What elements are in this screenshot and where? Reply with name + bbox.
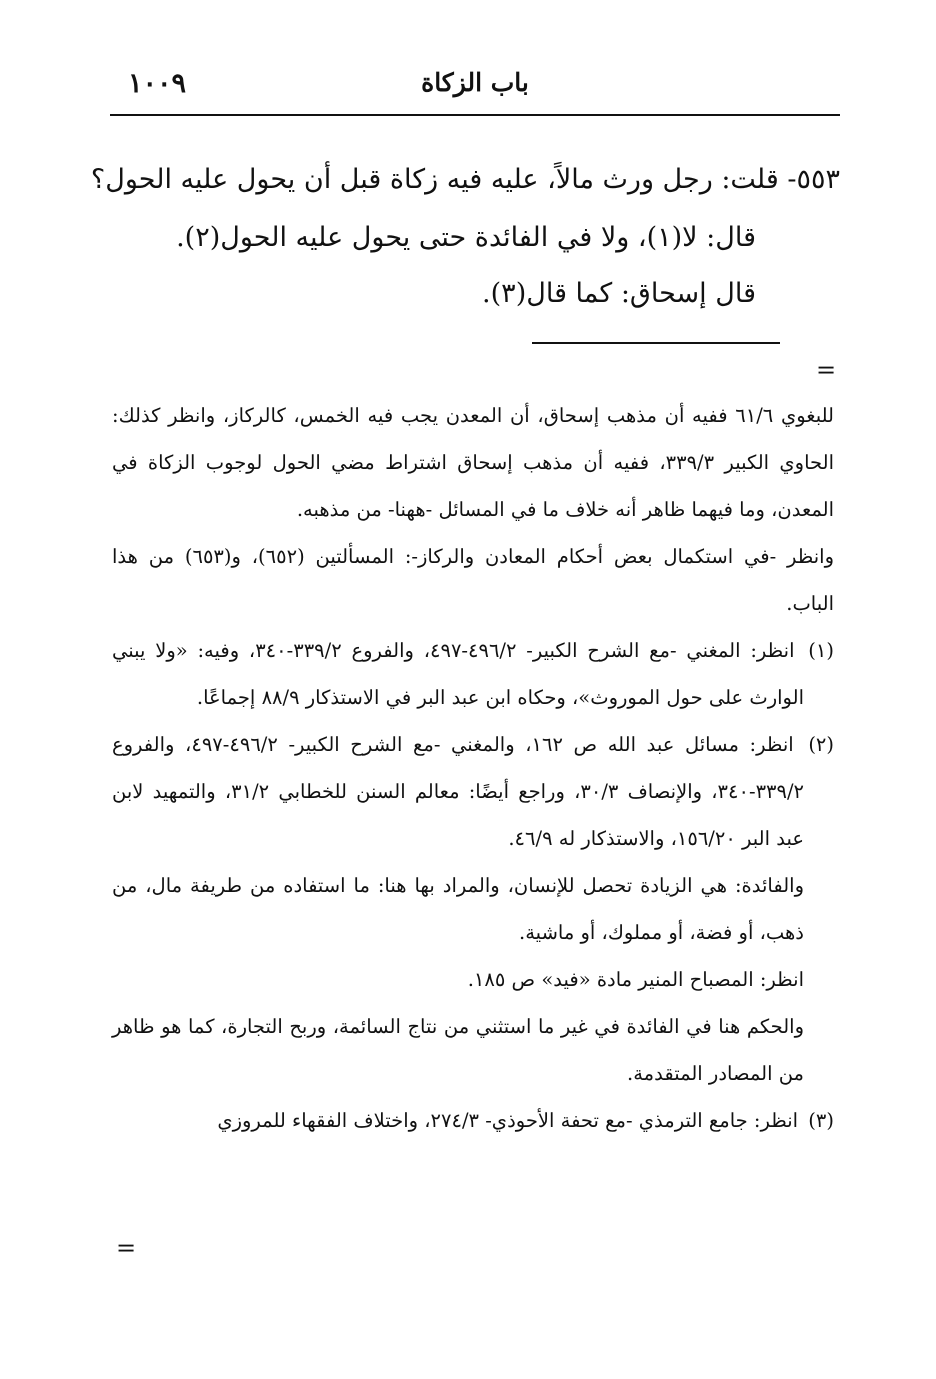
footnote-3-number: (٣): [808, 1109, 834, 1132]
footnote-divider: [532, 342, 780, 344]
footnote-1-number: (١): [808, 639, 834, 662]
ishaq-answer-text: قال إسحاق: كما قال(٣).: [482, 278, 756, 309]
footnotes-section: [112, 392, 834, 1144]
page-header: [110, 60, 840, 116]
page-number: ١٠٠٩: [128, 68, 187, 99]
header-divider: [110, 114, 840, 116]
continuation-mark-bottom: =: [116, 1234, 137, 1262]
footnote-2: [112, 721, 834, 862]
footnote-2-paragraph-3: انظر: المصباح المنير مادة «فيد» ص ١٨٥.: [467, 968, 804, 991]
footnote-2-paragraph-4: والحكم هنا في الفائدة في غير ما استثني من نتاج السائمة، وربح التجارة، كما هو ظاهر من المصادر المتقدمة.: [112, 1015, 804, 1085]
footnote-1-text: انظر: المغني -مع الشرح الكبير- ٤٩٦/٢-٤٩٧، والفروع ٣٣٩/٢-٣٤٠، وفيه: «ولا يبني الوارث على حول الموروث»، وحكاه ابن عبد البر في الاستذكار ٨٨/٩ إجماعًا.: [112, 639, 804, 709]
footnote-3-text: انظر: جامع الترمذي -مع تحفة الأحوذي- ٢٧٤/٣، واختلاف الفقهاء للمروزي: [217, 1109, 799, 1132]
continuation-mark-top: =: [816, 356, 837, 384]
footnote-3: [112, 1097, 834, 1144]
footnote-2-number: (٢): [808, 733, 835, 756]
footnote-1: [112, 627, 834, 721]
footnote-continued-paragraph: للبغوي ٦١/٦ ففيه أن مذهب إسحاق، أن المعدن يجب فيه الخمس، كالركاز، وانظر كذلك: الحاوي الكبير ٣٣٩/٣، ففيه أن مذهب إسحاق اشتراط مضي الحول لوجوب الزكاة في المعدن، وما فيهما ظاهر أنه خلاف ما في المسائل -ههنا- من مذهبه.: [112, 404, 834, 521]
answer-text: قال: لا(١)، ولا في الفائدة حتى يحول عليه الحول(٢).: [176, 222, 756, 253]
footnote-continued-paragraph-2: وانظر -في استكمال بعض أحكام المعادن والركاز-: المسألتين (٦٥٢)، و(٦٥٣) من هذا الباب.: [112, 545, 834, 615]
question-553: ٥٥٣- قلت: رجل ورث مالاً، عليه فيه زكاة قبل أن يحول عليه الحول؟: [90, 164, 840, 195]
footnote-2-paragraph-2: والفائدة: هي الزيادة تحصل للإنسان، والمراد بها هنا: ما استفاده من طريفة مال، من ذهب، أو فضة، أو مملوك، أو ماشية.: [112, 874, 804, 944]
chapter-title: باب الزكاة: [421, 68, 529, 97]
footnote-2-text: انظر: مسائل عبد الله ص ١٦٢، والمغني -مع الشرح الكبير- ٤٩٦/٢-٤٩٧، والفروع ٣٣٩/٢-٣٤٠، والإنصاف ٣٠/٣، وراجع أيضًا: معالم السنن للخطابي ٣١/٢، والتمهيد لابن عبد البر ١٥٦/٢٠، والاستذكار له ٤٦/٩.: [112, 733, 805, 850]
